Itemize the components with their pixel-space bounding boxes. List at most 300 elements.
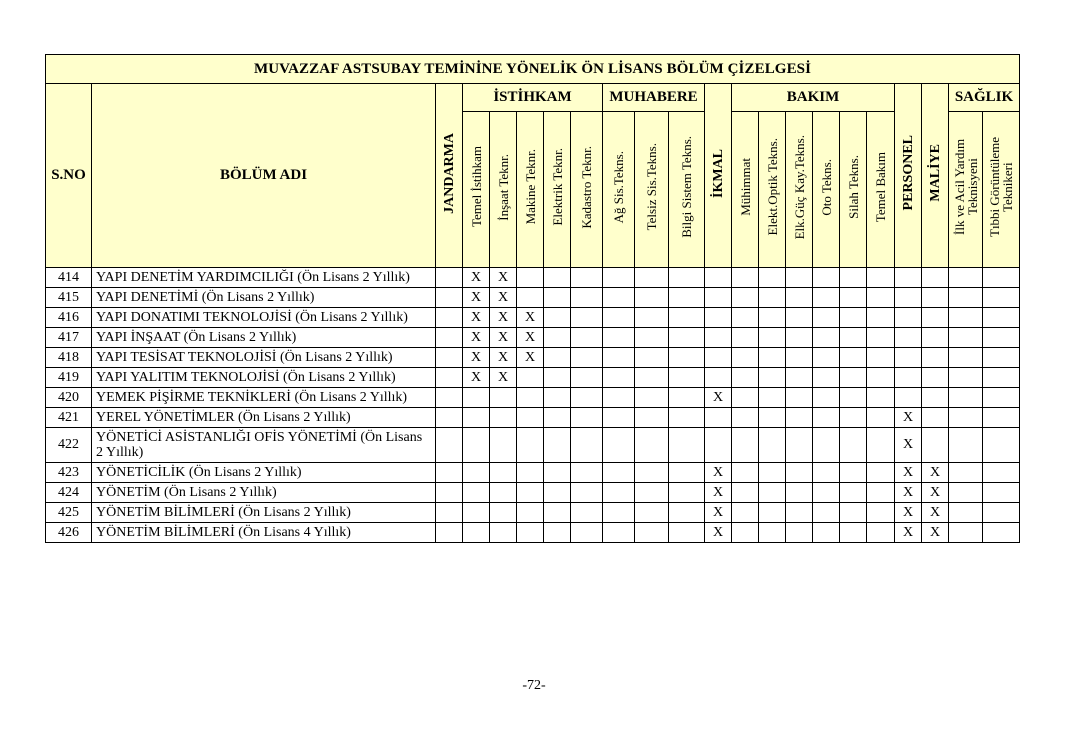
- maliye-header: [922, 84, 949, 268]
- mark-cell: [813, 483, 840, 503]
- bolum-name: YAPI DENETİMİ (Ön Lisans 2 Yıllık): [92, 288, 436, 308]
- elekt-optik-header: [759, 112, 786, 268]
- mark-cell: [517, 428, 544, 463]
- mark-cell: [517, 503, 544, 523]
- mark-cell: [840, 308, 867, 328]
- mark-cell: [949, 388, 983, 408]
- mark-cell: [490, 523, 517, 543]
- mark-cell: [732, 348, 759, 368]
- mark-cell: [922, 368, 949, 388]
- mark-cell: [463, 463, 490, 483]
- row-number: 417: [46, 328, 92, 348]
- row-number: 414: [46, 268, 92, 288]
- mark-cell: [669, 483, 705, 503]
- mark-cell: [544, 348, 571, 368]
- row-number: 426: [46, 523, 92, 543]
- kadastro-label: Kadastro Teknr.: [579, 145, 594, 229]
- mark-cell: [949, 483, 983, 503]
- istihkam-header: İSTİHKAM: [463, 84, 603, 112]
- mark-cell: [840, 483, 867, 503]
- mark-cell: [603, 503, 635, 523]
- table-row: [46, 428, 1020, 463]
- mark-cell: [544, 268, 571, 288]
- bolum-name: YÖNETİM BİLİMLERİ (Ön Lisans 4 Yıllık): [92, 523, 436, 543]
- mark-cell: [786, 463, 813, 483]
- mark-cell: [759, 288, 786, 308]
- mark-cell: [759, 368, 786, 388]
- mark-cell: [840, 388, 867, 408]
- mark-cell: X: [895, 523, 922, 543]
- bakim-header: BAKIM: [732, 84, 895, 112]
- mark-cell: [490, 463, 517, 483]
- mark-cell: [813, 308, 840, 328]
- mark-cell: X: [463, 268, 490, 288]
- temel-bakim-header: [867, 112, 895, 268]
- mark-cell: [635, 288, 669, 308]
- mark-cell: X: [705, 523, 732, 543]
- mark-cell: [983, 288, 1020, 308]
- mark-cell: [895, 308, 922, 328]
- mark-cell: X: [922, 483, 949, 503]
- mark-cell: X: [517, 348, 544, 368]
- mark-cell: [544, 503, 571, 523]
- mark-cell: [669, 348, 705, 368]
- mark-cell: [786, 268, 813, 288]
- table-row: [46, 463, 1020, 483]
- mark-cell: X: [895, 463, 922, 483]
- mark-cell: X: [490, 268, 517, 288]
- mark-cell: [895, 288, 922, 308]
- mark-cell: [840, 268, 867, 288]
- tibbi-goruntuleme-label: Tıbbi Görüntüleme Teknikeri: [987, 137, 1015, 238]
- table-row: [46, 268, 1020, 288]
- mark-cell: [840, 328, 867, 348]
- mark-cell: [436, 268, 463, 288]
- mark-cell: [949, 463, 983, 483]
- mark-cell: [983, 348, 1020, 368]
- row-number: 415: [46, 288, 92, 308]
- mark-cell: [949, 368, 983, 388]
- mark-cell: [732, 503, 759, 523]
- mark-cell: [983, 428, 1020, 463]
- maliye-label: MALİYE: [927, 144, 943, 202]
- elekt-optik-label: Elekt.Optik Tekns.: [764, 138, 780, 236]
- mark-cell: [436, 503, 463, 523]
- mark-cell: [635, 463, 669, 483]
- mark-cell: [517, 408, 544, 428]
- jandarma-label: JANDARMA: [441, 132, 457, 214]
- mark-cell: [669, 308, 705, 328]
- mark-cell: [463, 408, 490, 428]
- mark-cell: [732, 328, 759, 348]
- bolum-name: YAPI TESİSAT TEKNOLOJİSİ (Ön Lisans 2 Yıllık): [92, 348, 436, 368]
- mark-cell: X: [705, 463, 732, 483]
- mark-cell: [490, 408, 517, 428]
- mark-cell: X: [895, 483, 922, 503]
- bolum-name: YÖNETİCİLİK (Ön Lisans 2 Yıllık): [92, 463, 436, 483]
- mark-cell: [813, 288, 840, 308]
- silah-label: Silah Tekns.: [845, 155, 861, 219]
- mark-cell: [786, 328, 813, 348]
- mark-cell: [517, 523, 544, 543]
- mark-cell: [669, 328, 705, 348]
- ilk-yardim-header: [949, 112, 983, 268]
- mark-cell: [635, 483, 669, 503]
- mark-cell: [983, 328, 1020, 348]
- mark-cell: [786, 288, 813, 308]
- mark-cell: [669, 523, 705, 543]
- mark-cell: [813, 348, 840, 368]
- mark-cell: [669, 503, 705, 523]
- insaat-header: [490, 112, 517, 268]
- mark-cell: [571, 328, 603, 348]
- mark-cell: [759, 268, 786, 288]
- mark-cell: [571, 503, 603, 523]
- mark-cell: X: [922, 463, 949, 483]
- mark-cell: [571, 483, 603, 503]
- mark-cell: [813, 463, 840, 483]
- insaat-label: İnşaat Teknr.: [495, 153, 511, 221]
- mark-cell: [867, 388, 895, 408]
- mark-cell: [635, 523, 669, 543]
- mark-cell: X: [490, 288, 517, 308]
- mark-cell: [669, 288, 705, 308]
- oto-header: [813, 112, 840, 268]
- mark-cell: [544, 288, 571, 308]
- mark-cell: [571, 408, 603, 428]
- bilgi-sistem-header: [669, 112, 705, 268]
- mark-cell: X: [490, 308, 517, 328]
- mark-cell: X: [895, 428, 922, 463]
- mark-cell: [786, 348, 813, 368]
- mark-cell: [786, 308, 813, 328]
- mark-cell: [983, 463, 1020, 483]
- mark-cell: [436, 463, 463, 483]
- mark-cell: [635, 348, 669, 368]
- mark-cell: [867, 483, 895, 503]
- mark-cell: [786, 388, 813, 408]
- mark-cell: [840, 503, 867, 523]
- mark-cell: [635, 408, 669, 428]
- row-number: 420: [46, 388, 92, 408]
- mark-cell: [571, 368, 603, 388]
- mark-cell: X: [895, 503, 922, 523]
- mark-cell: [840, 408, 867, 428]
- mark-cell: X: [922, 503, 949, 523]
- silah-header: [840, 112, 867, 268]
- mark-cell: [544, 463, 571, 483]
- mark-cell: [759, 328, 786, 348]
- mark-cell: [436, 523, 463, 543]
- mark-cell: [922, 308, 949, 328]
- mark-cell: [603, 328, 635, 348]
- mark-cell: [813, 428, 840, 463]
- mark-cell: [544, 308, 571, 328]
- mark-cell: [922, 408, 949, 428]
- temel-istihkam-label: Temel İstihkam: [468, 146, 484, 228]
- mark-cell: [571, 463, 603, 483]
- jandarma-header: [436, 84, 463, 268]
- mark-cell: [867, 328, 895, 348]
- mark-cell: [436, 388, 463, 408]
- tibbi-goruntuleme-header: [983, 112, 1020, 268]
- mark-cell: [490, 483, 517, 503]
- mark-cell: [949, 503, 983, 523]
- table-row: [46, 483, 1020, 503]
- mark-cell: [571, 523, 603, 543]
- oto-label: Oto Tekns.: [818, 158, 834, 216]
- mark-cell: [517, 288, 544, 308]
- table-row: [46, 523, 1020, 543]
- mark-cell: [463, 483, 490, 503]
- makine-header: [517, 112, 544, 268]
- telsiz-header: [635, 112, 669, 268]
- mark-cell: [867, 348, 895, 368]
- mark-cell: X: [463, 328, 490, 348]
- mark-cell: [813, 408, 840, 428]
- mark-cell: [813, 503, 840, 523]
- muhimmat-label: Mühimmat: [737, 158, 753, 216]
- mark-cell: [759, 463, 786, 483]
- mark-cell: [635, 503, 669, 523]
- mark-cell: [436, 408, 463, 428]
- mark-cell: X: [463, 288, 490, 308]
- mark-cell: [840, 428, 867, 463]
- mark-cell: [603, 523, 635, 543]
- mark-cell: [490, 503, 517, 523]
- mark-cell: [732, 483, 759, 503]
- mark-cell: [490, 428, 517, 463]
- mark-cell: [983, 268, 1020, 288]
- mark-cell: [732, 463, 759, 483]
- mark-cell: [759, 348, 786, 368]
- mark-cell: [759, 483, 786, 503]
- row-number: 419: [46, 368, 92, 388]
- mark-cell: [517, 368, 544, 388]
- mark-cell: [922, 288, 949, 308]
- mark-cell: [544, 328, 571, 348]
- mark-cell: [544, 368, 571, 388]
- mark-cell: [571, 288, 603, 308]
- mark-cell: [732, 428, 759, 463]
- mark-cell: [786, 523, 813, 543]
- table-title: MUVAZZAF ASTSUBAY TEMİNİNE YÖNELİK ÖN LİSANS BÖLÜM ÇİZELGESİ: [46, 55, 1020, 84]
- telsiz-label: Telsiz Sis.Tekns.: [644, 143, 659, 231]
- mark-cell: [669, 428, 705, 463]
- mark-cell: [705, 288, 732, 308]
- mark-cell: [603, 348, 635, 368]
- mark-cell: [603, 388, 635, 408]
- mark-cell: [436, 483, 463, 503]
- bolum-name: YEREL YÖNETİMLER (Ön Lisans 2 Yıllık): [92, 408, 436, 428]
- mark-cell: [732, 268, 759, 288]
- table-row: [46, 388, 1020, 408]
- mark-cell: [922, 268, 949, 288]
- mark-cell: [813, 328, 840, 348]
- mark-cell: [705, 408, 732, 428]
- mark-cell: [603, 288, 635, 308]
- mark-cell: X: [517, 308, 544, 328]
- mark-cell: X: [490, 328, 517, 348]
- bolum-name: YAPI YALITIM TEKNOLOJİSİ (Ön Lisans 2 Yıllık): [92, 368, 436, 388]
- mark-cell: [983, 523, 1020, 543]
- mark-cell: [603, 368, 635, 388]
- mark-cell: [867, 268, 895, 288]
- mark-cell: [635, 388, 669, 408]
- mark-cell: [635, 308, 669, 328]
- mark-cell: [603, 308, 635, 328]
- mark-cell: [949, 288, 983, 308]
- mark-cell: [759, 503, 786, 523]
- mark-cell: [732, 288, 759, 308]
- mark-cell: [895, 328, 922, 348]
- mark-cell: [732, 308, 759, 328]
- mark-cell: [840, 463, 867, 483]
- table-row: [46, 408, 1020, 428]
- mark-cell: [635, 268, 669, 288]
- mark-cell: [571, 428, 603, 463]
- mark-cell: [603, 428, 635, 463]
- mark-cell: [840, 523, 867, 543]
- bolum-name: YAPI İNŞAAT (Ön Lisans 2 Yıllık): [92, 328, 436, 348]
- mark-cell: [840, 288, 867, 308]
- mark-cell: [949, 523, 983, 543]
- elektrik-header: [544, 112, 571, 268]
- mark-cell: [705, 368, 732, 388]
- mark-cell: [436, 368, 463, 388]
- mark-cell: [669, 388, 705, 408]
- table-row: [46, 308, 1020, 328]
- mark-cell: [571, 348, 603, 368]
- mark-cell: X: [895, 408, 922, 428]
- mark-cell: [732, 388, 759, 408]
- table-row: [46, 368, 1020, 388]
- mark-cell: [544, 388, 571, 408]
- ikmal-label: İKMAL: [710, 148, 726, 198]
- row-number: 421: [46, 408, 92, 428]
- temel-istihkam-header: [463, 112, 490, 268]
- temel-bakim-label: Temel Bakım: [873, 151, 888, 223]
- kadastro-header: [571, 112, 603, 268]
- bolum-name: YÖNETİCİ ASİSTANLIĞI OFİS YÖNETİMİ (Ön Lisans 2 Yıllık): [92, 428, 436, 463]
- bolum-name: YAPI DONATIMI TEKNOLOJİSİ (Ön Lisans 2 Yıllık): [92, 308, 436, 328]
- muhabere-header: MUHABERE: [603, 84, 705, 112]
- muhimmat-header: [732, 112, 759, 268]
- mark-cell: [705, 268, 732, 288]
- mark-cell: [867, 308, 895, 328]
- mark-cell: [463, 388, 490, 408]
- mark-cell: [732, 408, 759, 428]
- bolum-adi-header: BÖLÜM ADI: [92, 84, 436, 268]
- mark-cell: [922, 388, 949, 408]
- bolum-name: YAPI DENETİM YARDIMCILIĞI (Ön Lisans 2 Yıllık): [92, 268, 436, 288]
- mark-cell: [922, 428, 949, 463]
- mark-cell: [867, 368, 895, 388]
- mark-cell: [436, 428, 463, 463]
- mark-cell: X: [705, 483, 732, 503]
- mark-cell: X: [463, 368, 490, 388]
- mark-cell: [786, 503, 813, 523]
- mark-cell: [759, 308, 786, 328]
- mark-cell: [517, 268, 544, 288]
- row-number: 425: [46, 503, 92, 523]
- mark-cell: [983, 408, 1020, 428]
- mark-cell: [603, 268, 635, 288]
- mark-cell: [544, 483, 571, 503]
- mark-cell: [949, 268, 983, 288]
- mark-cell: [759, 428, 786, 463]
- mark-cell: [759, 523, 786, 543]
- ag-sis-header: [603, 112, 635, 268]
- mark-cell: [867, 408, 895, 428]
- row-number: 416: [46, 308, 92, 328]
- mark-cell: [949, 308, 983, 328]
- elk-guc-header: [786, 112, 813, 268]
- table-row: [46, 288, 1020, 308]
- row-number: 423: [46, 463, 92, 483]
- saglik-header: SAĞLIK: [949, 84, 1020, 112]
- mark-cell: [571, 308, 603, 328]
- mark-cell: [949, 328, 983, 348]
- elektrik-label: Elektrik Teknr.: [549, 148, 565, 226]
- personel-label: PERSONEL: [900, 135, 916, 211]
- mark-cell: [517, 463, 544, 483]
- mark-cell: [463, 523, 490, 543]
- mark-cell: [705, 348, 732, 368]
- mark-cell: [813, 388, 840, 408]
- mark-cell: [463, 503, 490, 523]
- mark-cell: [759, 388, 786, 408]
- mark-cell: [544, 523, 571, 543]
- bolum-name: YEMEK PİŞİRME TEKNİKLERİ (Ön Lisans 2 Yıllık): [92, 388, 436, 408]
- mark-cell: [895, 368, 922, 388]
- table-row: [46, 503, 1020, 523]
- mark-cell: [635, 328, 669, 348]
- mark-cell: [436, 308, 463, 328]
- mark-cell: [669, 408, 705, 428]
- mark-cell: [895, 268, 922, 288]
- mark-cell: [544, 428, 571, 463]
- table-row: [46, 328, 1020, 348]
- mark-cell: X: [490, 348, 517, 368]
- ikmal-header: [705, 84, 732, 268]
- page-number: -72-: [522, 678, 546, 693]
- sno-header: S.NO: [46, 84, 92, 268]
- bolum-name: YÖNETİM BİLİMLERİ (Ön Lisans 2 Yıllık): [92, 503, 436, 523]
- personel-header: [895, 84, 922, 268]
- bolum-name: YÖNETİM (Ön Lisans 2 Yıllık): [92, 483, 436, 503]
- mark-cell: [635, 428, 669, 463]
- mark-cell: [436, 328, 463, 348]
- mark-cell: [517, 483, 544, 503]
- mark-cell: [786, 483, 813, 503]
- mark-cell: [922, 348, 949, 368]
- mark-cell: [517, 388, 544, 408]
- mark-cell: X: [517, 328, 544, 348]
- mark-cell: [813, 523, 840, 543]
- mark-cell: [983, 503, 1020, 523]
- mark-cell: [786, 408, 813, 428]
- mark-cell: [669, 368, 705, 388]
- mark-cell: [603, 463, 635, 483]
- mark-cell: [840, 368, 867, 388]
- mark-cell: [949, 428, 983, 463]
- mark-cell: [490, 388, 517, 408]
- table-body: [46, 268, 1020, 543]
- mark-cell: [867, 288, 895, 308]
- mark-cell: [895, 348, 922, 368]
- mark-cell: X: [463, 308, 490, 328]
